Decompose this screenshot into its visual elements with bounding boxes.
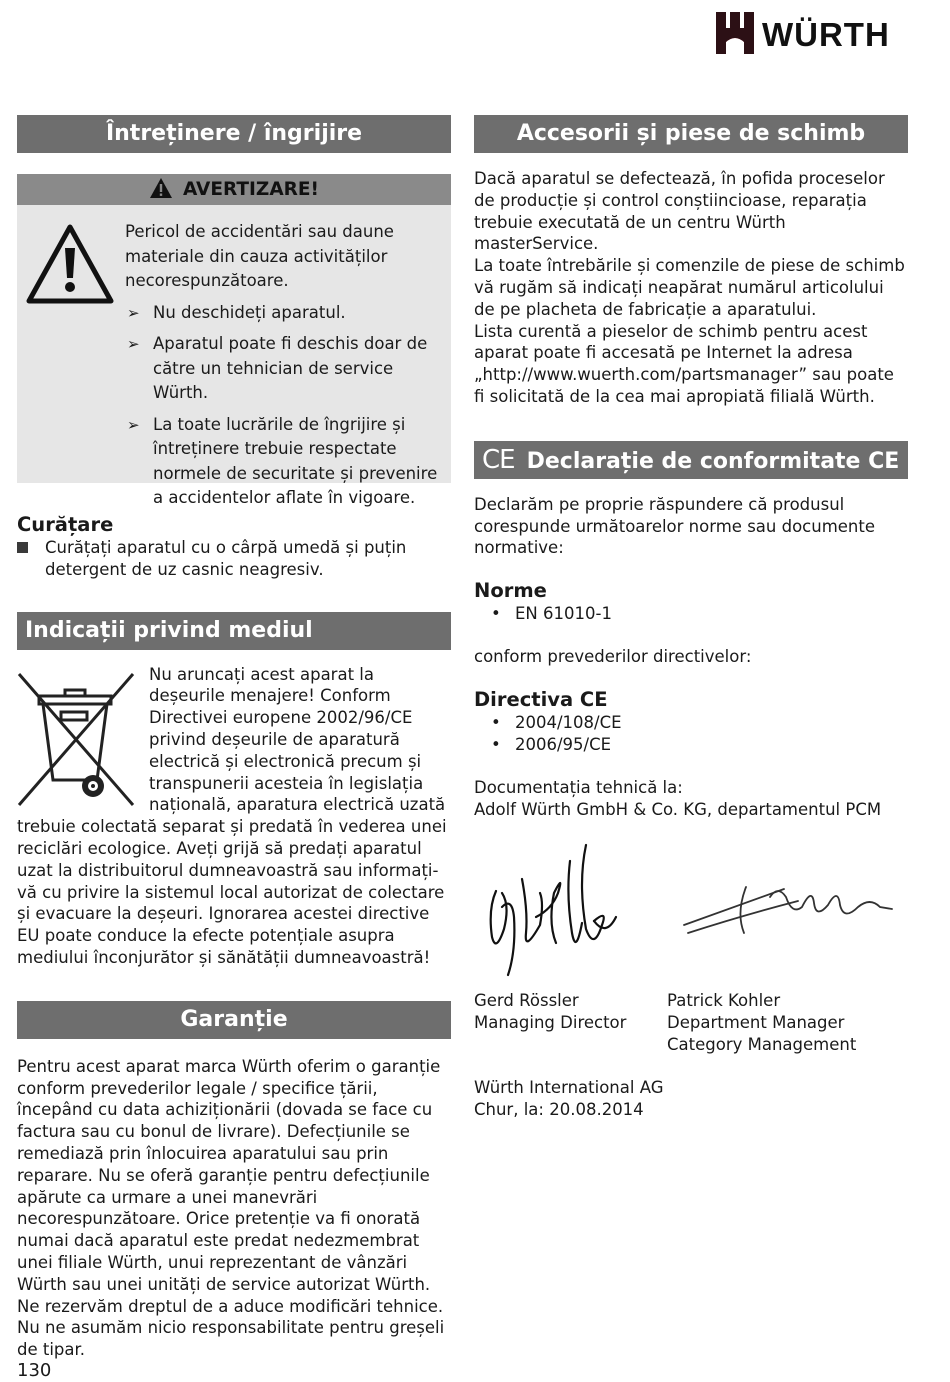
directive-text: 2004/108/CE — [515, 712, 622, 732]
wurth-logo-icon — [716, 12, 754, 54]
norm-item — [474, 603, 908, 625]
signer-kohler — [667, 990, 907, 1055]
crossed-bin-icon — [17, 672, 135, 807]
signer-role: Managing Director — [474, 1012, 627, 1032]
accessories-p3: Lista curentă a pieselor de schimb pentru acest aparat poate fi accesată pe Internet la adresa „http://www.wuerth.com/partsmanager” sau poate fi solicitată de la cea mai apropiată filială Würth. — [474, 321, 894, 406]
norms-title: Norme — [474, 579, 547, 603]
signer-name: Patrick Kohler — [667, 990, 781, 1010]
issuer: Würth International AG — [474, 1077, 664, 1097]
dot-bullet-icon: • — [491, 734, 501, 754]
cleaning-section — [17, 513, 451, 581]
directives-intro: conform prevederilor directivelor: — [474, 646, 752, 666]
warning-content — [125, 220, 445, 518]
warning-triangle-icon — [26, 224, 114, 304]
warning-bullet-text: Nu deschideți aparatul. — [153, 302, 346, 322]
accessories-header: Accesorii și piese de schimb — [474, 115, 908, 153]
warning-label: AVERTIZARE! — [183, 179, 319, 200]
warranty-header: Garanție — [17, 1001, 451, 1039]
conformity-header — [474, 441, 908, 479]
environment-text: Nu aruncați acest aparat la deșeurile menajere! Conform Directivei europene 2002/96/CE privind deșeurile de aparatură electrică și electronică precum și transpunerii acesteia în legislația națională, aparatura electrică uzată trebuie colectată separat și predată în vederea unei reciclări ecologice. Aveți grijă să predați aparatul uzat la distribuitorul dumneavoastră sau informați-vă cu privire la sistemul local autorizat de colectare și evacuare la deșeuri. Ignorarea acestei directive EU poate conduce la efecte potențiale asupra mediului înconjurător și sănătății dumneavoastră! — [17, 664, 447, 967]
warning-bullet-text: Aparatul poate fi deschis doar de către un tehnician de service Würth. — [153, 334, 428, 402]
ce-mark: CE — [482, 444, 515, 475]
warning-bullet — [125, 332, 445, 406]
doc-label: Documentația tehnică la: — [474, 778, 683, 798]
page-number: 130 — [17, 1360, 52, 1381]
warning-bar — [17, 174, 451, 205]
directive-item — [474, 734, 908, 756]
environment-section — [17, 664, 451, 969]
conformity-intro: Declarăm pe proprie răspundere că produsul corespunde următoarelor norme sau documente normative: — [474, 494, 876, 558]
signature-kohler — [674, 867, 900, 947]
directive-text: 2006/95/CE — [515, 734, 612, 754]
directives-title: Directiva CE — [474, 687, 608, 711]
doc-company: Adolf Würth GmbH & Co. KG, departamentul PCM — [474, 800, 882, 820]
warning-bullet — [125, 413, 445, 511]
accessories-p1: Dacă aparatul se defectează, în pofida proceselor de producție și control conștiincioase, reparația trebuie executată de un centru Würth masterService. — [474, 169, 885, 254]
signer-role-secondary: Category Management — [667, 1034, 857, 1054]
accessories-p2: La toate întrebările și comenzile de piese de schimb vă rugăm să indicați neapărat numărul articolului de pe placheta de fabricație a aparatului. — [474, 256, 905, 319]
arrow-bullet-icon: ➢ — [127, 303, 140, 322]
signer-name: Gerd Rössler — [474, 990, 579, 1010]
norm-text: EN 61010-1 — [515, 604, 612, 624]
signatures-area — [474, 827, 908, 990]
arrow-bullet-icon: ➢ — [127, 415, 140, 434]
signers-block — [474, 990, 908, 1056]
dot-bullet-icon: • — [491, 604, 501, 624]
conformity-title: Declarație de conformitate CE — [526, 448, 900, 474]
warranty-text: Pentru acest aparat marca Würth oferim o garanție conform prevederilor legale / specifice țării, începând cu data achiziționării (dovada se face cu factura sau cu bonul de livrare). Defecțiunile se remediază prin înlocuirea aparatului sau prin reparare. Nu se oferă garanție pentru defecțiunile apărute ca urmare a unei manevrări necorespunzătoare. Orice pretenție va fi onorată numai dacă aparatul este predat nedezmembrat unei filiale Würth, unui reprezentant de vânzări Würth sau unei unități de service autorizat Würth. Ne rezervăm dreptul de a aduce modificări tehnice. Nu ne asumăm nicio responsabilitate pentru greșeli de tipar. — [17, 1056, 445, 1360]
right-column — [474, 115, 908, 1121]
dot-bullet-icon: • — [491, 712, 501, 732]
place-date: Chur, la: 20.08.2014 — [474, 1099, 644, 1119]
left-column — [17, 115, 451, 1361]
warning-bullet-text: La toate lucrările de îngrijire și întreținere trebuie respectate normele de securitate și prevenire a accidentelor aflate în vigoare. — [153, 414, 438, 507]
cleaning-title: Curățare — [17, 513, 114, 536]
cleaning-item-text: Curățați aparatul cu o cârpă umedă și puțin detergent de uz casnic neagresiv. — [45, 538, 407, 579]
warning-bullet — [125, 301, 445, 326]
maintenance-header: Întreținere / îngrijire — [17, 115, 451, 153]
arrow-bullet-icon: ➢ — [127, 335, 140, 353]
wurth-logo — [716, 12, 916, 56]
wurth-logo-text: WÜRTH — [762, 16, 890, 53]
accessories-section — [474, 168, 908, 408]
warning-small-icon — [149, 177, 173, 199]
warning-intro: Pericol de accidentări sau daune materiale din cauza activităților necorespunzătoare. — [125, 222, 394, 290]
signer-rossler — [474, 990, 664, 1034]
cleaning-item — [17, 537, 451, 581]
environment-header: Indicații privind mediul înconjurător — [17, 612, 451, 650]
directive-item — [474, 712, 908, 734]
signature-rossler — [482, 833, 622, 983]
square-bullet-icon — [17, 542, 28, 553]
warning-box — [17, 174, 451, 507]
signer-role: Department Manager — [667, 1012, 845, 1032]
